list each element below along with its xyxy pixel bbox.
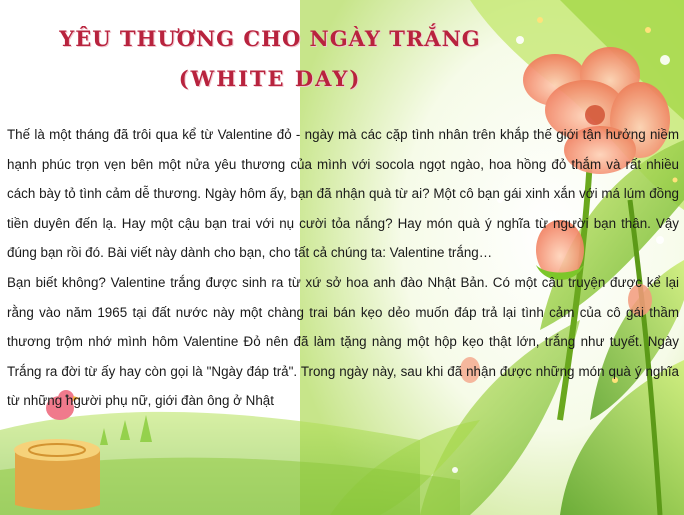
- slide-subtitle: (WHITE DAY): [178, 66, 362, 91]
- slide-title: YÊU THƯƠNG CHO NGÀY TRẮNG: [59, 26, 481, 51]
- article-body: [7, 120, 679, 416]
- paragraph-2: Bạn biết không? Valentine trắng được sinh ra từ xứ sở hoa anh đào Nhật Bản. Có một câu truyện được kể lại rằng vào năm 1965 tại đất nước này một chàng trai bán kẹo dẻo muốn đáp trả lại tình cảm của cô gái thầm thương trộm nhớ mình hôm Valentine Đỏ nên đã làm tặng nàng một hộp kẹo thật lớn, trắng như tuyết. Ngày Trắng ra đời từ ấy hay còn gọi là "Ngày đáp trả". Trong ngày này, sau khi đã nhận được những món quà ý nghĩa từ những người phụ nữ, giới đàn ông ở Nhật: [7, 274, 679, 409]
- paragraph-1: Thế là một tháng đã trôi qua kể từ Valentine đỏ - ngày mà các cặp tình nhân trên khắp thế giới tận hưởng niềm hạnh phúc trọn vẹn bên một nửa yêu thương của mình với socola ngọt ngào, hoa hồng đỏ thắm và rất nhiều cách bày tỏ tình cảm dễ thương. Ngày hôm ấy, bạn đã nhận quà từ ai? Một cô bạn gái xinh xắn với má lúm đồng tiền duyên đến lạ. Hay một cậu bạn trai với nụ cười tỏa nắng? Hay món quà ý nghĩa từ người bạn thân. Vậy đúng bạn rồi đó. Bài viết này dành cho bạn, cho tất cả chúng ta: Valentine trắng…: [7, 127, 679, 261]
